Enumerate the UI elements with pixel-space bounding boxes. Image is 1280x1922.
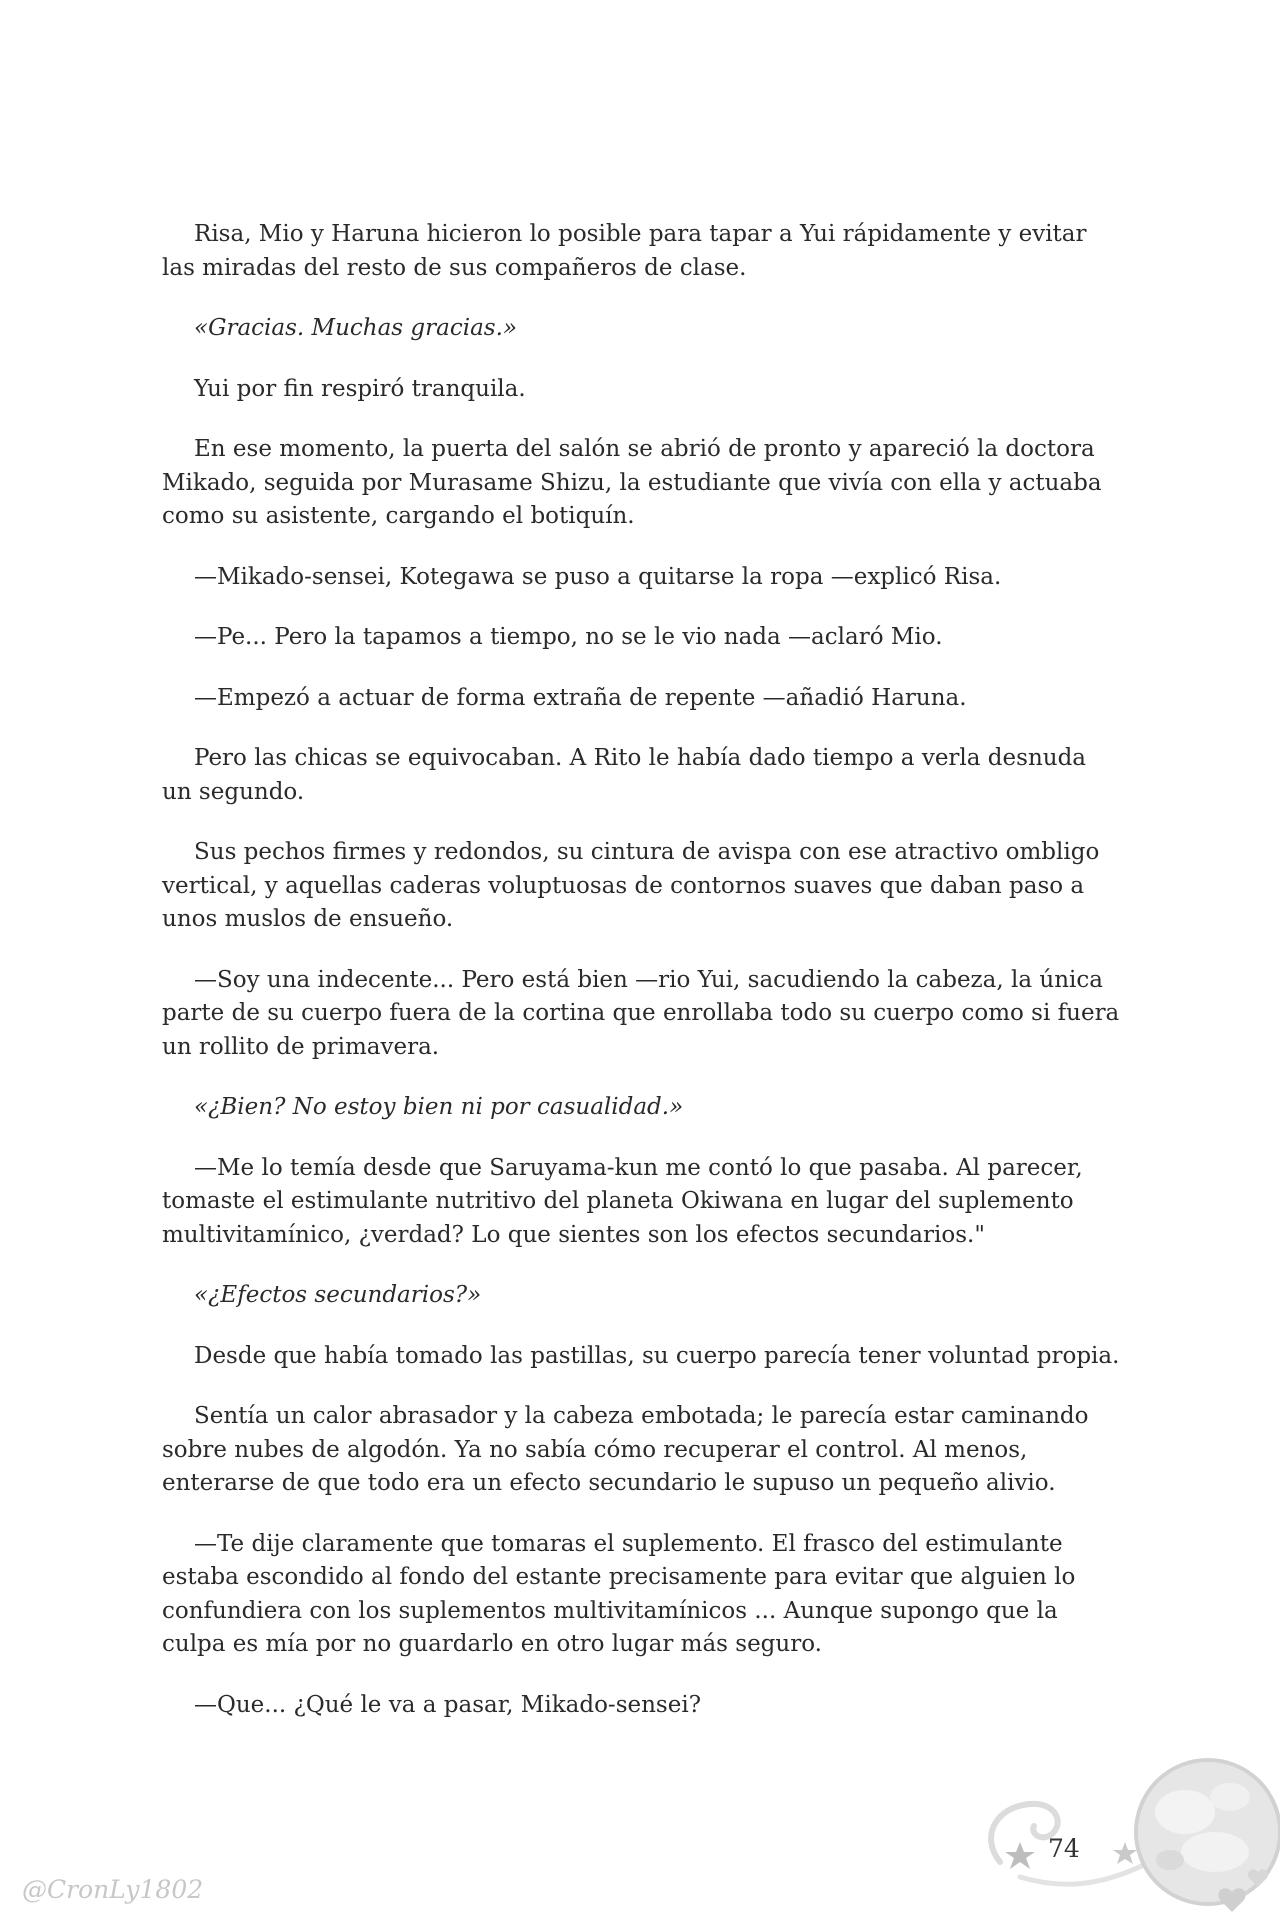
watermark-handle: @CronLy1802 (22, 1875, 204, 1904)
paragraph: —Empezó a actuar de forma extraña de repente —añadió Haruna. (194, 684, 967, 711)
paragraph: —Me lo temía desde que Saruyama-kun me contó lo que pasaba. Al parecer, tomaste el estimulante nutritivo del planeta Okiwana en lugar del suplemento multivitamínico, ¿verdad? Lo que sientes son los efectos secundarios." (162, 1154, 1083, 1248)
page-body (162, 218, 1122, 1749)
page-footer-ornament (960, 1742, 1280, 1922)
paragraph: —Que... ¿Qué le va a pasar, Mikado-sensei? (194, 1691, 702, 1718)
paragraph: —Te dije claramente que tomaras el suplemento. El frasco del estimulante estaba escondido al fondo del estante precisamente para evitar que alguien lo confundiera con los suplementos multivitamínicos ... Aunque supongo que la culpa es mía por no guardarlo en otro lugar más seguro. (162, 1530, 1076, 1657)
moon-ornament-icon (960, 1742, 1280, 1922)
paragraph: —Pe... Pero la tapamos a tiempo, no se le vio nada —aclaró Mio. (194, 624, 943, 650)
paragraph: —Soy una indecente... Pero está bien —rio Yui, sacudiendo la cabeza, la única parte de su cuerpo fuera de la cortina que enrollaba todo su cuerpo como si fuera un rollito de primavera. (162, 966, 1120, 1060)
paragraph: En ese momento, la puerta del salón se abrió de pronto y apareció la doctora Mikado, seguida por Murasame Shizu, la estudiante que vivía con ella y actuaba como su asistente, cargando el botiquín. (162, 436, 1102, 529)
paragraph: Sus pechos firmes y redondos, su cintura de avispa con ese atractivo ombligo vertical, y aquellas caderas voluptuosas de contornos suaves que daban paso a unos muslos de ensueño. (162, 839, 1100, 932)
inner-thought-paragraph: «Gracias. Muchas gracias.» (194, 315, 517, 341)
paragraph: —Mikado-sensei, Kotegawa se puso a quitarse la ropa —explicó Risa. (194, 563, 1002, 590)
page-number: 74 (1048, 1834, 1080, 1863)
inner-thought-paragraph: «¿Bien? No estoy bien ni por casualidad.» (194, 1094, 684, 1120)
paragraph: Sentía un calor abrasador y la cabeza embotada; le parecía estar caminando sobre nubes de algodón. Ya no sabía cómo recuperar el control. Al menos, enterarse de que todo era un efecto secundario le supuso un pequeño alivio. (162, 1403, 1089, 1496)
paragraph: Pero las chicas se equivocaban. A Rito le había dado tiempo a verla desnuda un segundo. (162, 745, 1087, 805)
inner-thought-paragraph: «¿Efectos secundarios?» (194, 1282, 482, 1308)
paragraph: Risa, Mio y Haruna hicieron lo posible para tapar a Yui rápidamente y evitar las miradas del resto de sus compañeros de clase. (162, 221, 1087, 281)
paragraph: Yui por fin respiró tranquila. (194, 375, 526, 402)
paragraph: Desde que había tomado las pastillas, su cuerpo parecía tener voluntad propia. (194, 1342, 1120, 1369)
